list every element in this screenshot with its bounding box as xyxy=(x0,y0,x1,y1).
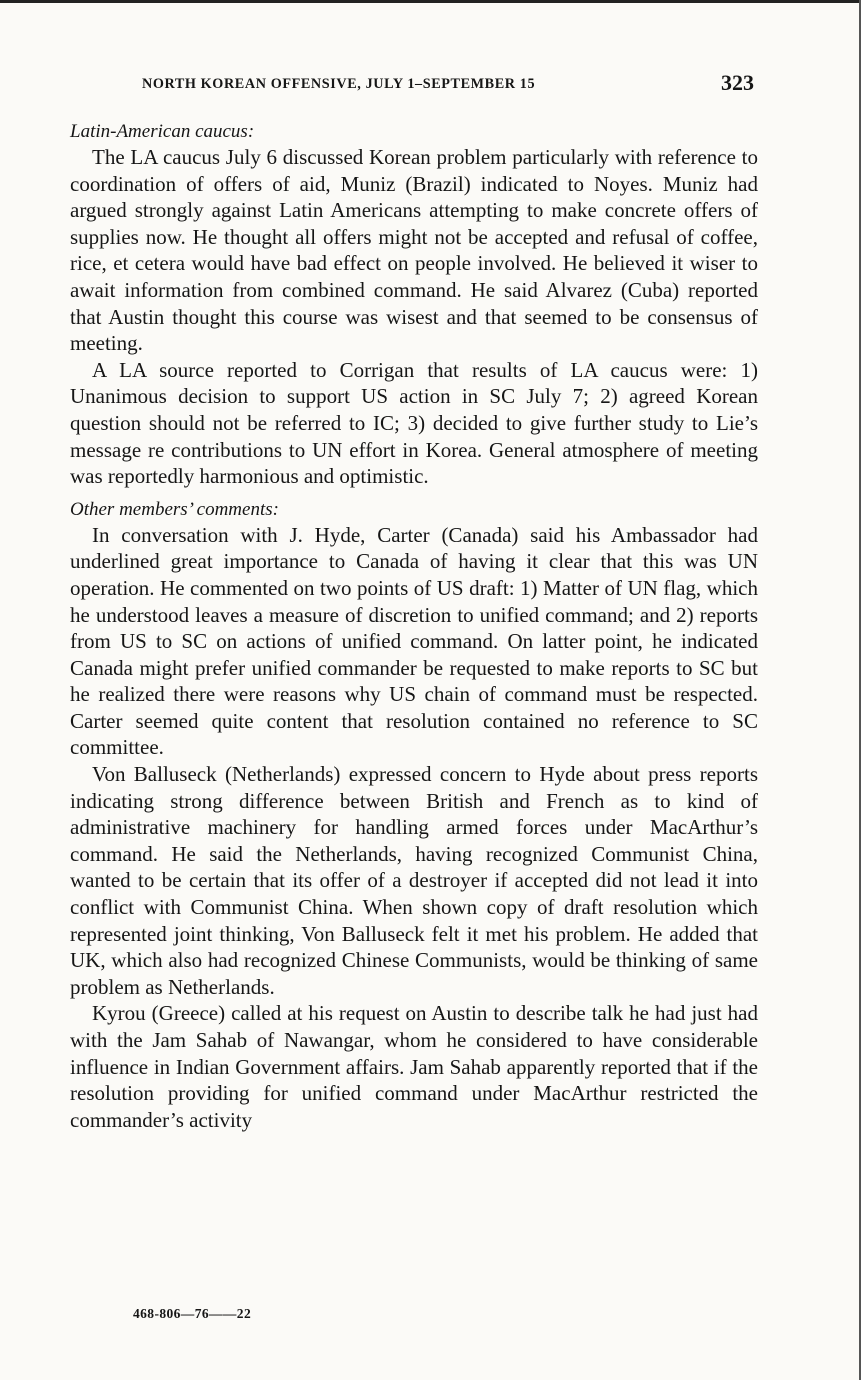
paragraph: A LA source reported to Corrigan that results of LA caucus were: 1) Unanimous decision to support US action in SC July 7; 2) agreed Korean question should not be referred to IC; 3) decided to give further study to Lie’s message re contributions to UN effort in Korea. General atmosphere of meeting was reportedly harmonious and optimistic. xyxy=(70,357,758,489)
page-body xyxy=(70,120,758,1133)
paragraph: Kyrou (Greece) called at his request on Austin to describe talk he had just had with the Jam Sahab of Nawangar, whom he considered to have considerable influence in Indian Government affairs. Jam Sahab apparently reported that if the resolution providing for unified command under MacArthur restricted the commander’s activity xyxy=(70,1001,758,1132)
section-spacer xyxy=(70,490,758,498)
top-border-rule xyxy=(0,0,861,3)
running-head xyxy=(142,70,754,100)
paragraph: Von Balluseck (Netherlands) expressed concern to Hyde about press reports indicating strong difference between British and French as to kind of administrative machinery for handling armed forces under MacArthur’s command. He said the Netherlands, having recognized Communist China, wanted to be certain that its offer of a destroyer if accepted did not lead it into conflict with Communist China. When shown copy of draft resolution which represented joint thinking, Von Balluseck felt it met his problem. He added that UK, which also had recognized Chinese Communists, would be thinking of same problem as Netherlands. xyxy=(70,762,758,999)
section-heading: Other members’ comments: xyxy=(70,498,279,520)
section-other-members-comments xyxy=(70,498,758,1134)
paragraph: In conversation with J. Hyde, Carter (Canada) said his Ambassador had underlined great importance to Canada of having it clear that this was UN operation. He commented on two points of US draft: 1) Matter of UN flag, which he understood leaves a measure of discretion to unified command; and 2) reports from US to SC on actions of unified command. On latter point, he indicated Canada might prefer unified commander be requested to make reports to SC but he realized there were reasons why US chain of command must be respected. Carter seemed quite content that resolution contained no reference to SC committee. xyxy=(70,522,758,760)
running-title: NORTH KOREAN OFFENSIVE, JULY 1–SEPTEMBER 15 xyxy=(142,76,536,92)
section-latin-american-caucus xyxy=(70,120,758,490)
footer-print-code: 468-806—76——22 xyxy=(133,1306,252,1321)
section-heading: Latin-American caucus: xyxy=(70,121,255,142)
paragraph: The LA caucus July 6 discussed Korean problem particularly with reference to coordination of offers of aid, Muniz (Brazil) indicated to Noyes. Muniz had argued strongly against Latin Americans attempting to make concrete offers of supplies now. He thought all offers might not be accepted and refusal of coffee, rice, et cetera would have bad effect on people involved. He believed it wiser to await information from combined command. He said Alvarez (Cuba) reported that Austin thought this course was wisest and that seemed to be consensus of meeting. xyxy=(70,145,758,356)
page-number: 323 xyxy=(721,70,754,95)
